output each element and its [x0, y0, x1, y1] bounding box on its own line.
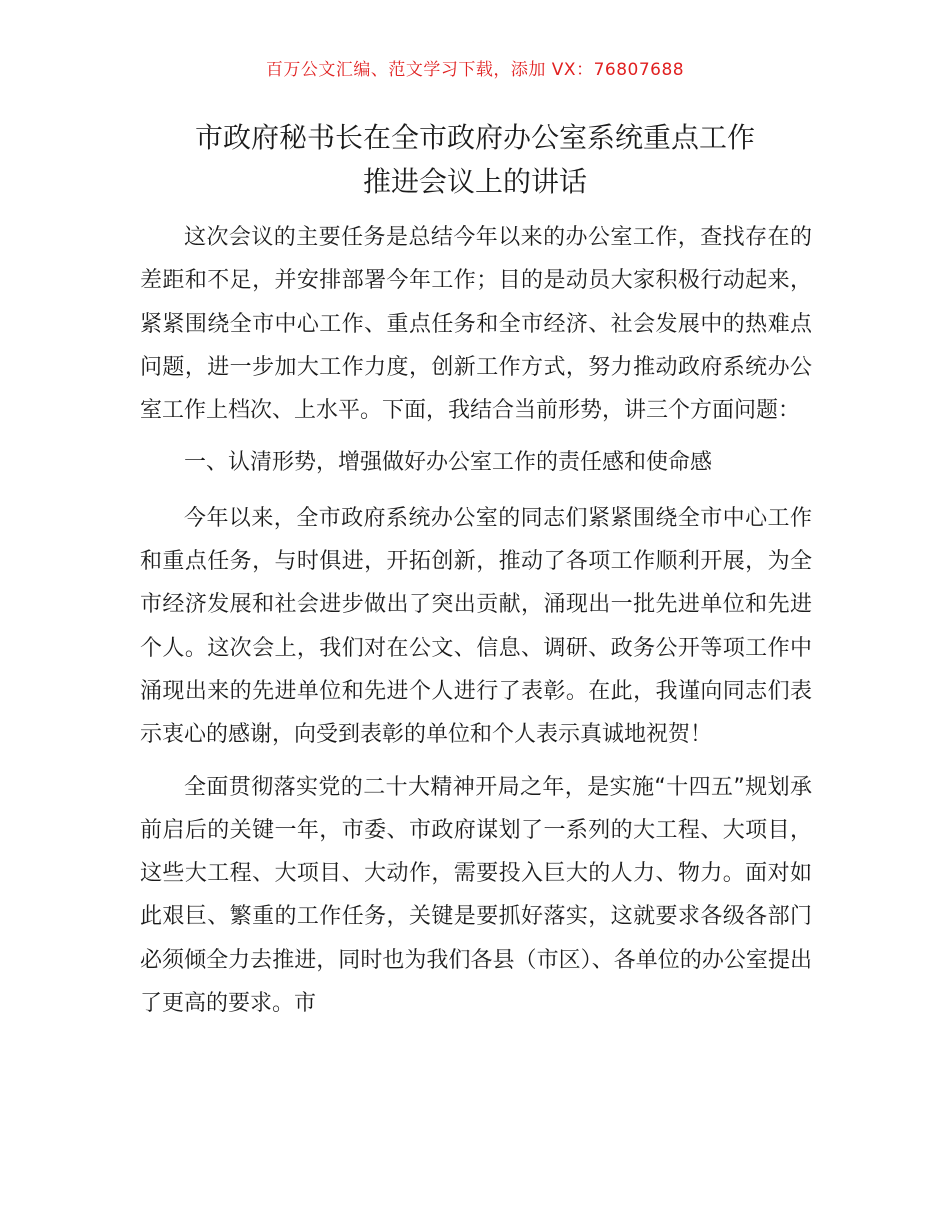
paragraph-intro: 这次会议的主要任务是总结今年以来的办公室工作，查找存在的差距和不足，并安排部署今年工作；目的是动员大家积极行动起来，紧紧围绕全市中心工作、重点任务和全市经济、社会发展中的热难点问题，进一步加大工作力度，创新工作方式，努力推动政府系统办公室工作上档次、上水平。下面，我结合当前形势，讲三个方面问题： — [140, 225, 812, 424]
section-heading-1: 一、认清形势，增强做好办公室工作的责任感和使命感 — [184, 450, 713, 476]
document-body — [140, 216, 812, 1034]
paragraph-achievements: 今年以来，全市政府系统办公室的同志们紧紧围绕全市中心工作和重点任务，与时俱进，开拓创新，推动了各项工作顺利开展，为全市经济发展和社会进步做出了突出贡献，涌现出一批先进单位和先进个人。这次会上，我们对在公文、信息、调研、政务公开等项工作中涌现出来的先进单位和先进个人进行了表彰。在此，我谨向同志们表示衷心的感谢，向受到表彰的单位和个人表示真诚地祝贺！ — [140, 505, 812, 748]
title-line-1: 市政府秘书长在全市政府办公室系统重点工作 — [194, 121, 755, 154]
paragraph-requirements: 全面贯彻落实党的二十大精神开局之年，是实施“十四五”规划承前启后的关键一年，市委、市政府谋划了一系列的大工程、大项目，这些大工程、大项目、大动作，需要投入巨大的人力、物力。面对如此艰巨、繁重的工作任务，关键是要抓好落实，这就要求各级各部门必须倾全力去推进，同时也为我们各县（市区）、各单位的办公室提出了更高的要求。市 — [140, 774, 812, 1017]
document-title — [120, 116, 830, 204]
title-line-2: 推进会议上的讲话 — [362, 165, 587, 198]
watermark-banner: 百万公文汇编、范文学习下载，添加 VX：76807688 — [265, 60, 685, 80]
